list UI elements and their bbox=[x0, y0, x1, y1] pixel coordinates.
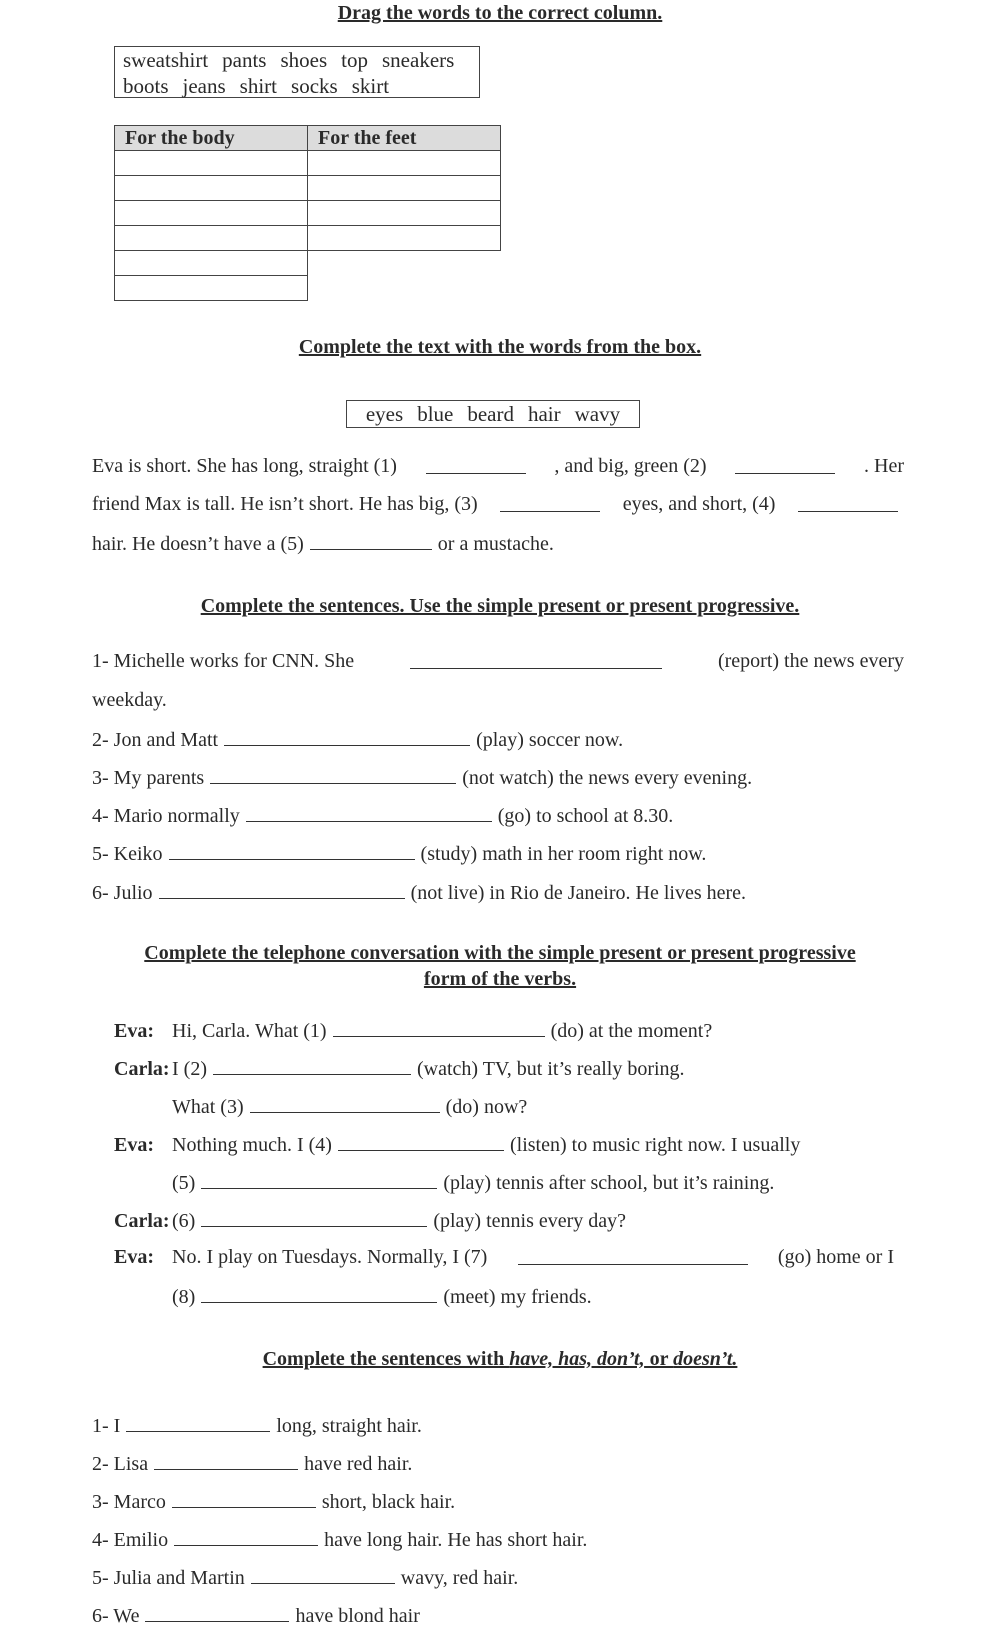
word-bank-clothes bbox=[114, 46, 480, 98]
dialogue-start bbox=[114, 1246, 487, 1269]
sentence-end: short, black hair. bbox=[321, 1491, 456, 1513]
sentence-end: long, straight hair. bbox=[276, 1415, 422, 1437]
dialogue-text: I (2) bbox=[172, 1058, 207, 1080]
sentence-end: (not watch) the news every evening. bbox=[462, 767, 753, 789]
word-item[interactable]: top bbox=[341, 48, 368, 72]
speaker-carla: Carla: bbox=[114, 1058, 170, 1080]
dialogue-text: What (3) bbox=[172, 1096, 244, 1118]
ex3-title: Complete the sentences. Use the simple present or present progressive. bbox=[200, 595, 800, 617]
verb-blank-5[interactable] bbox=[169, 841, 415, 860]
sentence-end: (report) the news every bbox=[717, 650, 904, 672]
dialogue-text: (do) now? bbox=[445, 1096, 528, 1118]
title-text: Complete the sentences with bbox=[262, 1348, 510, 1370]
title-text: or bbox=[644, 1348, 674, 1370]
title-italic: have, has, don’t, bbox=[509, 1348, 645, 1370]
sentence-5 bbox=[92, 841, 706, 866]
sentence-end: wavy, red hair. bbox=[400, 1567, 519, 1589]
dialogue-text: Nothing much. I (4) bbox=[172, 1134, 332, 1156]
blank-4[interactable] bbox=[798, 493, 898, 512]
conv-blank-4[interactable] bbox=[338, 1132, 504, 1151]
dialogue-text: (listen) to music right now. I usually bbox=[509, 1134, 801, 1156]
column-header-body: For the body bbox=[115, 126, 308, 151]
dialogue-text: (watch) TV, but it’s really boring. bbox=[416, 1058, 685, 1080]
dialogue-line-4 bbox=[114, 1132, 800, 1157]
sentence-start: 5- Keiko bbox=[92, 843, 163, 865]
blank-1[interactable] bbox=[426, 455, 526, 474]
conv-blank-1[interactable] bbox=[333, 1018, 545, 1037]
word-item: beard bbox=[467, 402, 514, 426]
word-item: blue bbox=[417, 402, 454, 426]
text-segment: friend Max is tall. He isn’t short. He has big, (3) bbox=[92, 493, 478, 515]
word-item[interactable]: jeans bbox=[182, 74, 226, 98]
conv-blank-7[interactable] bbox=[518, 1246, 748, 1265]
dialogue-text: (play) tennis every day? bbox=[433, 1210, 627, 1232]
aux-sentence-4 bbox=[92, 1527, 587, 1552]
ex5-title bbox=[0, 1348, 1000, 1371]
text-line-3 bbox=[92, 531, 554, 556]
aux-sentence-1 bbox=[92, 1413, 422, 1438]
sentence-start: 2- Lisa bbox=[92, 1453, 149, 1475]
aux-sentence-5 bbox=[92, 1565, 518, 1590]
dialogue-line-6 bbox=[114, 1208, 626, 1233]
sort-table bbox=[114, 125, 501, 301]
dialogue-line-8 bbox=[172, 1284, 592, 1309]
word-item[interactable]: boots bbox=[123, 74, 169, 98]
sentence-end: (play) soccer now. bbox=[476, 729, 624, 751]
drop-cell-body[interactable] bbox=[115, 151, 308, 176]
text-segment: , and big, green (2) bbox=[554, 455, 707, 477]
sentence-start: 1- Michelle works for CNN. She bbox=[92, 650, 355, 672]
drop-cell-body[interactable] bbox=[115, 251, 308, 276]
blank-3[interactable] bbox=[500, 493, 600, 512]
text-line-1 bbox=[92, 455, 904, 478]
text-segment: hair. He doesn’t have a (5) bbox=[92, 533, 304, 555]
conv-blank-6[interactable] bbox=[201, 1208, 427, 1227]
word-item: hair bbox=[527, 402, 561, 426]
dialogue-line-7 bbox=[114, 1246, 894, 1269]
dialogue-line-1 bbox=[114, 1018, 712, 1043]
verb-blank-4[interactable] bbox=[246, 803, 492, 822]
aux-sentence-2 bbox=[92, 1451, 412, 1476]
sentence-1-continued: weekday. bbox=[92, 689, 167, 711]
word-item[interactable]: sneakers bbox=[382, 48, 455, 72]
word-item: eyes bbox=[365, 402, 404, 426]
word-item: wavy bbox=[574, 402, 621, 426]
ex4-title-line-1: Complete the telephone conversation with the simple present or present progressive bbox=[144, 942, 856, 964]
speaker-eva: Eva: bbox=[114, 1246, 154, 1268]
dialogue-line-3 bbox=[172, 1094, 527, 1119]
sentence-start: 2- Jon and Matt bbox=[92, 729, 219, 751]
aux-sentence-6 bbox=[92, 1603, 420, 1628]
verb-blank-1[interactable] bbox=[410, 650, 662, 669]
text-line-2 bbox=[92, 493, 904, 516]
sentence-start: 3- Marco bbox=[92, 1491, 166, 1513]
sentence-start: 4- Emilio bbox=[92, 1529, 169, 1551]
sentence-start: 4- Mario normally bbox=[92, 805, 240, 827]
ex1-title: Drag the words to the correct column. bbox=[337, 2, 663, 24]
sentence-start: 6- We bbox=[92, 1605, 140, 1627]
dialogue-text: (go) home or I bbox=[777, 1246, 894, 1268]
word-item[interactable]: skirt bbox=[351, 74, 390, 98]
sentence-start: 1- I bbox=[92, 1415, 121, 1437]
dialogue-text: (5) bbox=[172, 1172, 196, 1194]
sentence-end: have blond hair bbox=[295, 1605, 420, 1627]
sentence-4 bbox=[92, 803, 673, 828]
aux-blank-1[interactable] bbox=[126, 1413, 270, 1432]
word-bank-row-2 bbox=[123, 73, 471, 99]
drop-cell-feet[interactable] bbox=[308, 201, 501, 226]
sentence-1 bbox=[92, 650, 904, 673]
sentence-6 bbox=[92, 880, 746, 905]
word-item[interactable]: pants bbox=[222, 48, 267, 72]
aux-blank-6[interactable] bbox=[145, 1603, 289, 1622]
drop-cell-feet[interactable] bbox=[308, 151, 501, 176]
text-segment: Eva is short. She has long, straight (1) bbox=[92, 455, 397, 477]
word-bank-appearance bbox=[346, 400, 640, 428]
verb-blank-2[interactable] bbox=[224, 727, 470, 746]
drop-cell-feet[interactable] bbox=[308, 226, 501, 251]
speaker-eva: Eva: bbox=[114, 1020, 154, 1042]
dialogue-text: (8) bbox=[172, 1286, 196, 1308]
blank-5[interactable] bbox=[310, 531, 432, 550]
word-item[interactable]: sweatshirt bbox=[123, 48, 209, 72]
drop-cell-body[interactable] bbox=[115, 201, 308, 226]
dialogue-text: (do) at the moment? bbox=[550, 1020, 713, 1042]
drop-cell-body[interactable] bbox=[115, 276, 308, 301]
sentence-3 bbox=[92, 765, 752, 790]
dialogue-line-2 bbox=[114, 1056, 685, 1081]
sentence-end: have red hair. bbox=[304, 1453, 413, 1475]
dialogue-text: No. I play on Tuesdays. Normally, I (7) bbox=[172, 1246, 488, 1268]
sentence-start: 5- Julia and Martin bbox=[92, 1567, 245, 1589]
ex2-title: Complete the text with the words from the box. bbox=[298, 336, 702, 358]
dialogue-text: (meet) my friends. bbox=[443, 1286, 592, 1308]
aux-sentence-3 bbox=[92, 1489, 455, 1514]
column-header-feet: For the feet bbox=[308, 126, 501, 151]
drop-cell-body[interactable] bbox=[115, 176, 308, 201]
aux-blank-5[interactable] bbox=[251, 1565, 395, 1584]
text-segment: . Her bbox=[864, 455, 904, 477]
drop-cell-feet[interactable] bbox=[308, 176, 501, 201]
empty-cell bbox=[308, 276, 501, 301]
ex4-title-line-2: form of the verbs. bbox=[423, 968, 577, 990]
aux-blank-2[interactable] bbox=[154, 1451, 298, 1470]
sentence-end: (study) math in her room right now. bbox=[420, 843, 707, 865]
text-segment: or a mustache. bbox=[437, 533, 554, 555]
sentence-end: (not live) in Rio de Janeiro. He lives here. bbox=[410, 882, 747, 904]
speaker-eva: Eva: bbox=[114, 1134, 154, 1156]
word-item[interactable]: shoes bbox=[280, 48, 328, 72]
dialogue-line-5 bbox=[172, 1170, 774, 1195]
word-bank-row-1 bbox=[123, 47, 471, 73]
text-segment: eyes, and short, (4) bbox=[622, 493, 776, 515]
word-item[interactable]: socks bbox=[291, 74, 338, 98]
word-item[interactable]: shirt bbox=[239, 74, 278, 98]
verb-blank-3[interactable] bbox=[210, 765, 456, 784]
dialogue-text: Hi, Carla. What (1) bbox=[172, 1020, 327, 1042]
title-italic: doesn’t. bbox=[673, 1348, 738, 1370]
sentence-2 bbox=[92, 727, 623, 752]
empty-cell bbox=[308, 251, 501, 276]
sentence-end: (go) to school at 8.30. bbox=[497, 805, 674, 827]
aux-blank-3[interactable] bbox=[172, 1489, 316, 1508]
sentence-end: have long hair. He has short hair. bbox=[324, 1529, 588, 1551]
blank-2[interactable] bbox=[735, 455, 835, 474]
speaker-carla: Carla: bbox=[114, 1210, 170, 1232]
sentence-start: 3- My parents bbox=[92, 767, 205, 789]
aux-blank-4[interactable] bbox=[174, 1527, 318, 1546]
dialogue-text: (play) tennis after school, but it’s raining. bbox=[443, 1172, 775, 1194]
verb-blank-6[interactable] bbox=[159, 880, 405, 899]
conv-blank-3[interactable] bbox=[250, 1094, 440, 1113]
sentence-start: 6- Julio bbox=[92, 882, 153, 904]
conv-blank-2[interactable] bbox=[213, 1056, 411, 1075]
drop-cell-body[interactable] bbox=[115, 226, 308, 251]
conv-blank-8[interactable] bbox=[201, 1284, 437, 1303]
dialogue-text: (6) bbox=[172, 1210, 196, 1232]
conv-blank-5[interactable] bbox=[201, 1170, 437, 1189]
